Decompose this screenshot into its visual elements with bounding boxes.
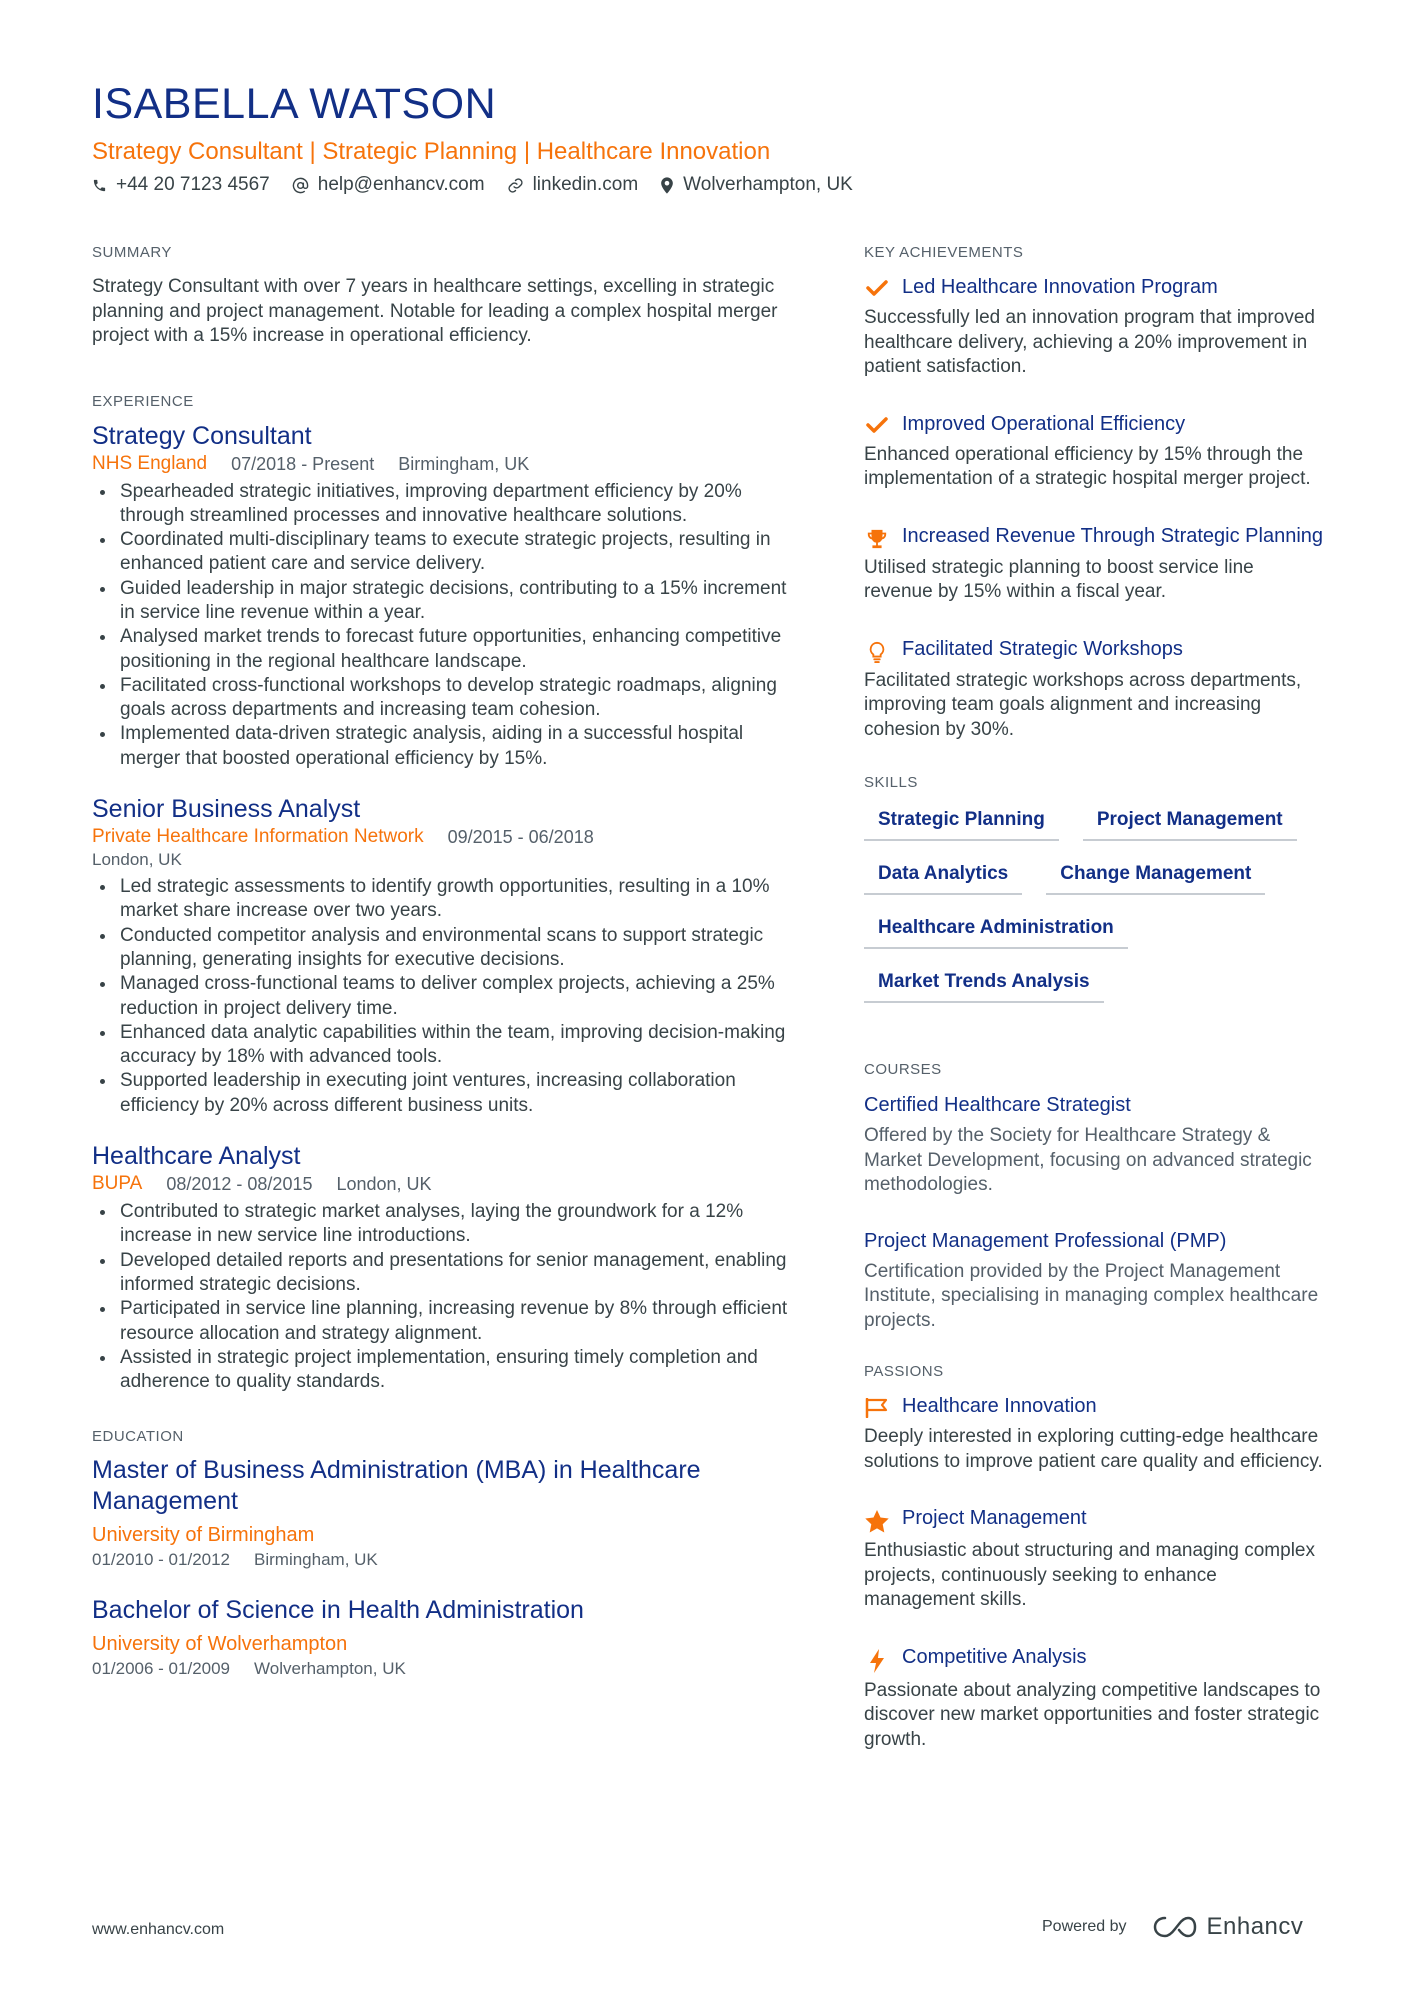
section-title-achievements: KEY ACHIEVEMENTS xyxy=(864,244,1024,261)
job-dates: 08/2012 - 08/2015 xyxy=(166,1174,313,1195)
school-name: University of Birmingham xyxy=(92,1524,315,1547)
list-item: Led strategic assessments to identify growth opportunities, resulting in a 10% market share increase over two years. xyxy=(92,875,792,924)
achievement-item xyxy=(864,275,1324,380)
passion-desc: Enthusiastic about structuring and managing complex projects, continuously seeking to enhance management skills. xyxy=(864,1540,1315,1610)
company-name: Private Healthcare Information Network xyxy=(92,826,424,848)
left-column xyxy=(92,244,792,1704)
at-icon xyxy=(292,177,309,194)
footer-brand[interactable] xyxy=(1042,1913,1303,1941)
passion-title: Competitive Analysis xyxy=(902,1645,1087,1668)
contact-email[interactable] xyxy=(292,174,485,196)
passion-title: Healthcare Innovation xyxy=(902,1395,1097,1417)
job-entry xyxy=(92,793,792,1118)
contact-location xyxy=(660,174,853,196)
tagline: Strategy Consultant | Strategic Planning | Healthcare Innovation xyxy=(92,138,771,165)
list-item: Contributed to strategic market analyses, laying the groundwork for a 12% increase in new service line introductions. xyxy=(92,1200,792,1249)
list-item: Coordinated multi-disciplinary teams to execute strategic projects, resulting in enhanced patient care and service delivery. xyxy=(92,528,792,577)
lightning-icon xyxy=(864,1649,890,1673)
achievement-item xyxy=(864,524,1324,605)
passion-item xyxy=(864,1394,1324,1474)
job-location: London, UK xyxy=(336,1174,432,1195)
job-bullets xyxy=(92,480,792,772)
section-title-summary: SUMMARY xyxy=(92,244,172,261)
achievement-title: Led Healthcare Innovation Program xyxy=(902,276,1218,298)
trophy-icon xyxy=(864,528,890,550)
lightbulb-icon xyxy=(864,641,890,663)
job-location: London, UK xyxy=(92,850,182,870)
skills-section xyxy=(864,774,1324,1021)
list-item: Enhanced data analytic capabilities within the team, improving decision-making accuracy by 18% with advanced tools. xyxy=(92,1021,792,1070)
list-item: Participated in service line planning, increasing revenue by 8% through efficient resource allocation and strategy alignment. xyxy=(92,1297,792,1346)
job-meta xyxy=(92,452,792,476)
job-entry xyxy=(92,1140,792,1394)
passion-title: Project Management xyxy=(902,1507,1087,1529)
list-item: Supported leadership in executing joint ventures, increasing collaboration efficiency by 20% across different business units. xyxy=(92,1069,792,1118)
course-item xyxy=(864,1228,1324,1334)
education-meta xyxy=(92,1658,792,1680)
job-meta xyxy=(92,1172,792,1196)
job-bullets xyxy=(92,1200,792,1394)
list-item: Managed cross-functional teams to deliver complex projects, achieving a 25% reduction in project delivery time. xyxy=(92,972,792,1021)
degree-title: Bachelor of Science in Health Administration xyxy=(92,1596,584,1625)
list-item: Guided leadership in major strategic decisions, contributing to a 15% increment in service line revenue within a year. xyxy=(92,577,792,626)
summary-section xyxy=(92,244,792,349)
contact-bar xyxy=(92,174,875,196)
job-title: Healthcare Analyst xyxy=(92,1142,301,1171)
course-item xyxy=(864,1092,1324,1198)
skills-list xyxy=(864,805,1324,1021)
skill-tag: Healthcare Administration xyxy=(864,913,1128,949)
achievement-desc: Enhanced operational efficiency by 15% through the implementation of a strategic hospital merger project. xyxy=(864,443,1311,489)
powered-by-text: Powered by xyxy=(1042,1918,1127,1935)
experience-section xyxy=(92,393,792,1395)
job-title: Strategy Consultant xyxy=(92,421,312,450)
achievement-title: Increased Revenue Through Strategic Planning xyxy=(902,524,1324,547)
right-column xyxy=(864,244,1324,1784)
education-entry xyxy=(92,1455,792,1571)
skill-tag: Data Analytics xyxy=(864,859,1022,895)
skill-tag: Change Management xyxy=(1046,859,1265,895)
achievements-section xyxy=(864,244,1324,742)
phone-icon xyxy=(92,178,107,193)
achievement-title: Facilitated Strategic Workshops xyxy=(902,637,1183,660)
achievement-desc: Utilised strategic planning to boost service line revenue by 15% within a fiscal year. xyxy=(864,556,1254,602)
list-item: Spearheaded strategic initiatives, improving department efficiency by 20% through streamlined processes and innovative healthcare solutions. xyxy=(92,480,792,529)
job-bullets xyxy=(92,875,792,1118)
location-pin-icon xyxy=(660,177,674,194)
phone-text: +44 20 7123 4567 xyxy=(116,174,270,195)
course-title: Certified Healthcare Strategist xyxy=(864,1094,1131,1116)
contact-linkedin[interactable] xyxy=(507,174,639,196)
passion-desc: Deeply interested in exploring cutting-edge healthcare solutions to improve patient care quality and efficiency. xyxy=(864,1426,1323,1472)
list-item: Developed detailed reports and presentations for senior management, enabling informed strategic decisions. xyxy=(92,1249,792,1298)
courses-section xyxy=(864,1061,1324,1333)
school-name: University of Wolverhampton xyxy=(92,1633,348,1656)
list-item: Facilitated cross-functional workshops to develop strategic roadmaps, aligning goals across departments and increasing team cohesion. xyxy=(92,674,792,723)
brand-name: Enhancv xyxy=(1206,1913,1304,1940)
check-icon xyxy=(864,416,890,434)
passion-desc: Passionate about analyzing competitive landscapes to discover new market opportunities and foster strategic growth. xyxy=(864,1679,1321,1750)
education-entry xyxy=(92,1595,792,1680)
course-desc: Offered by the Society for Healthcare Strategy & Market Development, focusing on advanced strategic methodologies. xyxy=(864,1125,1312,1195)
job-meta xyxy=(92,825,792,849)
link-icon xyxy=(507,177,524,194)
passions-section xyxy=(864,1363,1324,1752)
linkedin-text: linkedin.com xyxy=(532,174,639,195)
list-item: Assisted in strategic project implementation, ensuring timely completion and adherence to quality standards. xyxy=(92,1346,792,1395)
list-item: Implemented data-driven strategic analysis, aiding in a successful hospital merger that boosted operational efficiency by 15%. xyxy=(92,722,792,771)
job-location: Birmingham, UK xyxy=(398,453,530,474)
passion-item xyxy=(864,1506,1324,1613)
skill-tag: Project Management xyxy=(1083,805,1297,841)
section-title-education: EDUCATION xyxy=(92,1428,184,1446)
company-name: BUPA xyxy=(92,1173,143,1195)
job-entry xyxy=(92,420,792,772)
contact-phone[interactable] xyxy=(92,174,270,196)
job-dates: 07/2018 - Present xyxy=(231,453,375,474)
education-dates: 01/2010 - 01/2012 xyxy=(92,1550,231,1570)
degree-title: Master of Business Administration (MBA) in Healthcare Management xyxy=(92,1456,701,1516)
achievement-desc: Facilitated strategic workshops across departments, improving team goals alignment and increasing cohesion by 30%. xyxy=(864,669,1302,740)
list-item: Conducted competitor analysis and environmental scans to support strategic planning, generating insights for executive decisions. xyxy=(92,924,792,973)
passion-item xyxy=(864,1645,1324,1753)
section-title-courses: COURSES xyxy=(864,1061,942,1078)
achievement-item xyxy=(864,412,1324,492)
section-title-skills: SKILLS xyxy=(864,774,918,791)
section-title-passions: PASSIONS xyxy=(864,1363,944,1380)
achievement-item xyxy=(864,637,1324,743)
enhancv-logo-icon xyxy=(1151,1914,1199,1940)
skill-tag: Strategic Planning xyxy=(864,805,1059,841)
star-icon xyxy=(864,1510,890,1533)
education-dates: 01/2006 - 01/2009 xyxy=(92,1659,231,1679)
summary-text: Strategy Consultant with over 7 years in healthcare settings, excelling in strategic planning and project management. Notable for leading a complex hospital merger project with a 15% increase in operational efficiency. xyxy=(92,276,778,346)
list-item: Analysed market trends to forecast future opportunities, enhancing competitive positioning in the regional healthcare landscape. xyxy=(92,625,792,674)
skill-tag: Market Trends Analysis xyxy=(864,967,1104,1003)
flag-icon xyxy=(864,1398,890,1418)
location-text: Wolverhampton, UK xyxy=(683,174,853,195)
job-dates: 09/2015 - 06/2018 xyxy=(447,827,594,848)
education-meta xyxy=(92,1549,792,1571)
achievement-desc: Successfully led an innovation program that improved healthcare delivery, achieving a 20% improvement in patient satisfaction. xyxy=(864,307,1315,377)
education-location: Wolverhampton, UK xyxy=(254,1659,406,1679)
education-location: Birmingham, UK xyxy=(254,1550,378,1570)
check-icon xyxy=(864,279,890,297)
email-text: help@enhancv.com xyxy=(317,174,485,195)
education-section xyxy=(92,1428,792,1680)
job-title: Senior Business Analyst xyxy=(92,795,361,824)
company-name: NHS England xyxy=(92,452,208,474)
course-desc: Certification provided by the Project Management Institute, specialising in managing complex healthcare projects. xyxy=(864,1260,1319,1331)
achievement-title: Improved Operational Efficiency xyxy=(902,412,1186,435)
footer-website[interactable]: www.enhancv.com xyxy=(92,1921,225,1938)
candidate-name: ISABELLA WATSON xyxy=(92,80,497,128)
section-title-experience: EXPERIENCE xyxy=(92,392,194,410)
course-title: Project Management Professional (PMP) xyxy=(864,1229,1227,1252)
